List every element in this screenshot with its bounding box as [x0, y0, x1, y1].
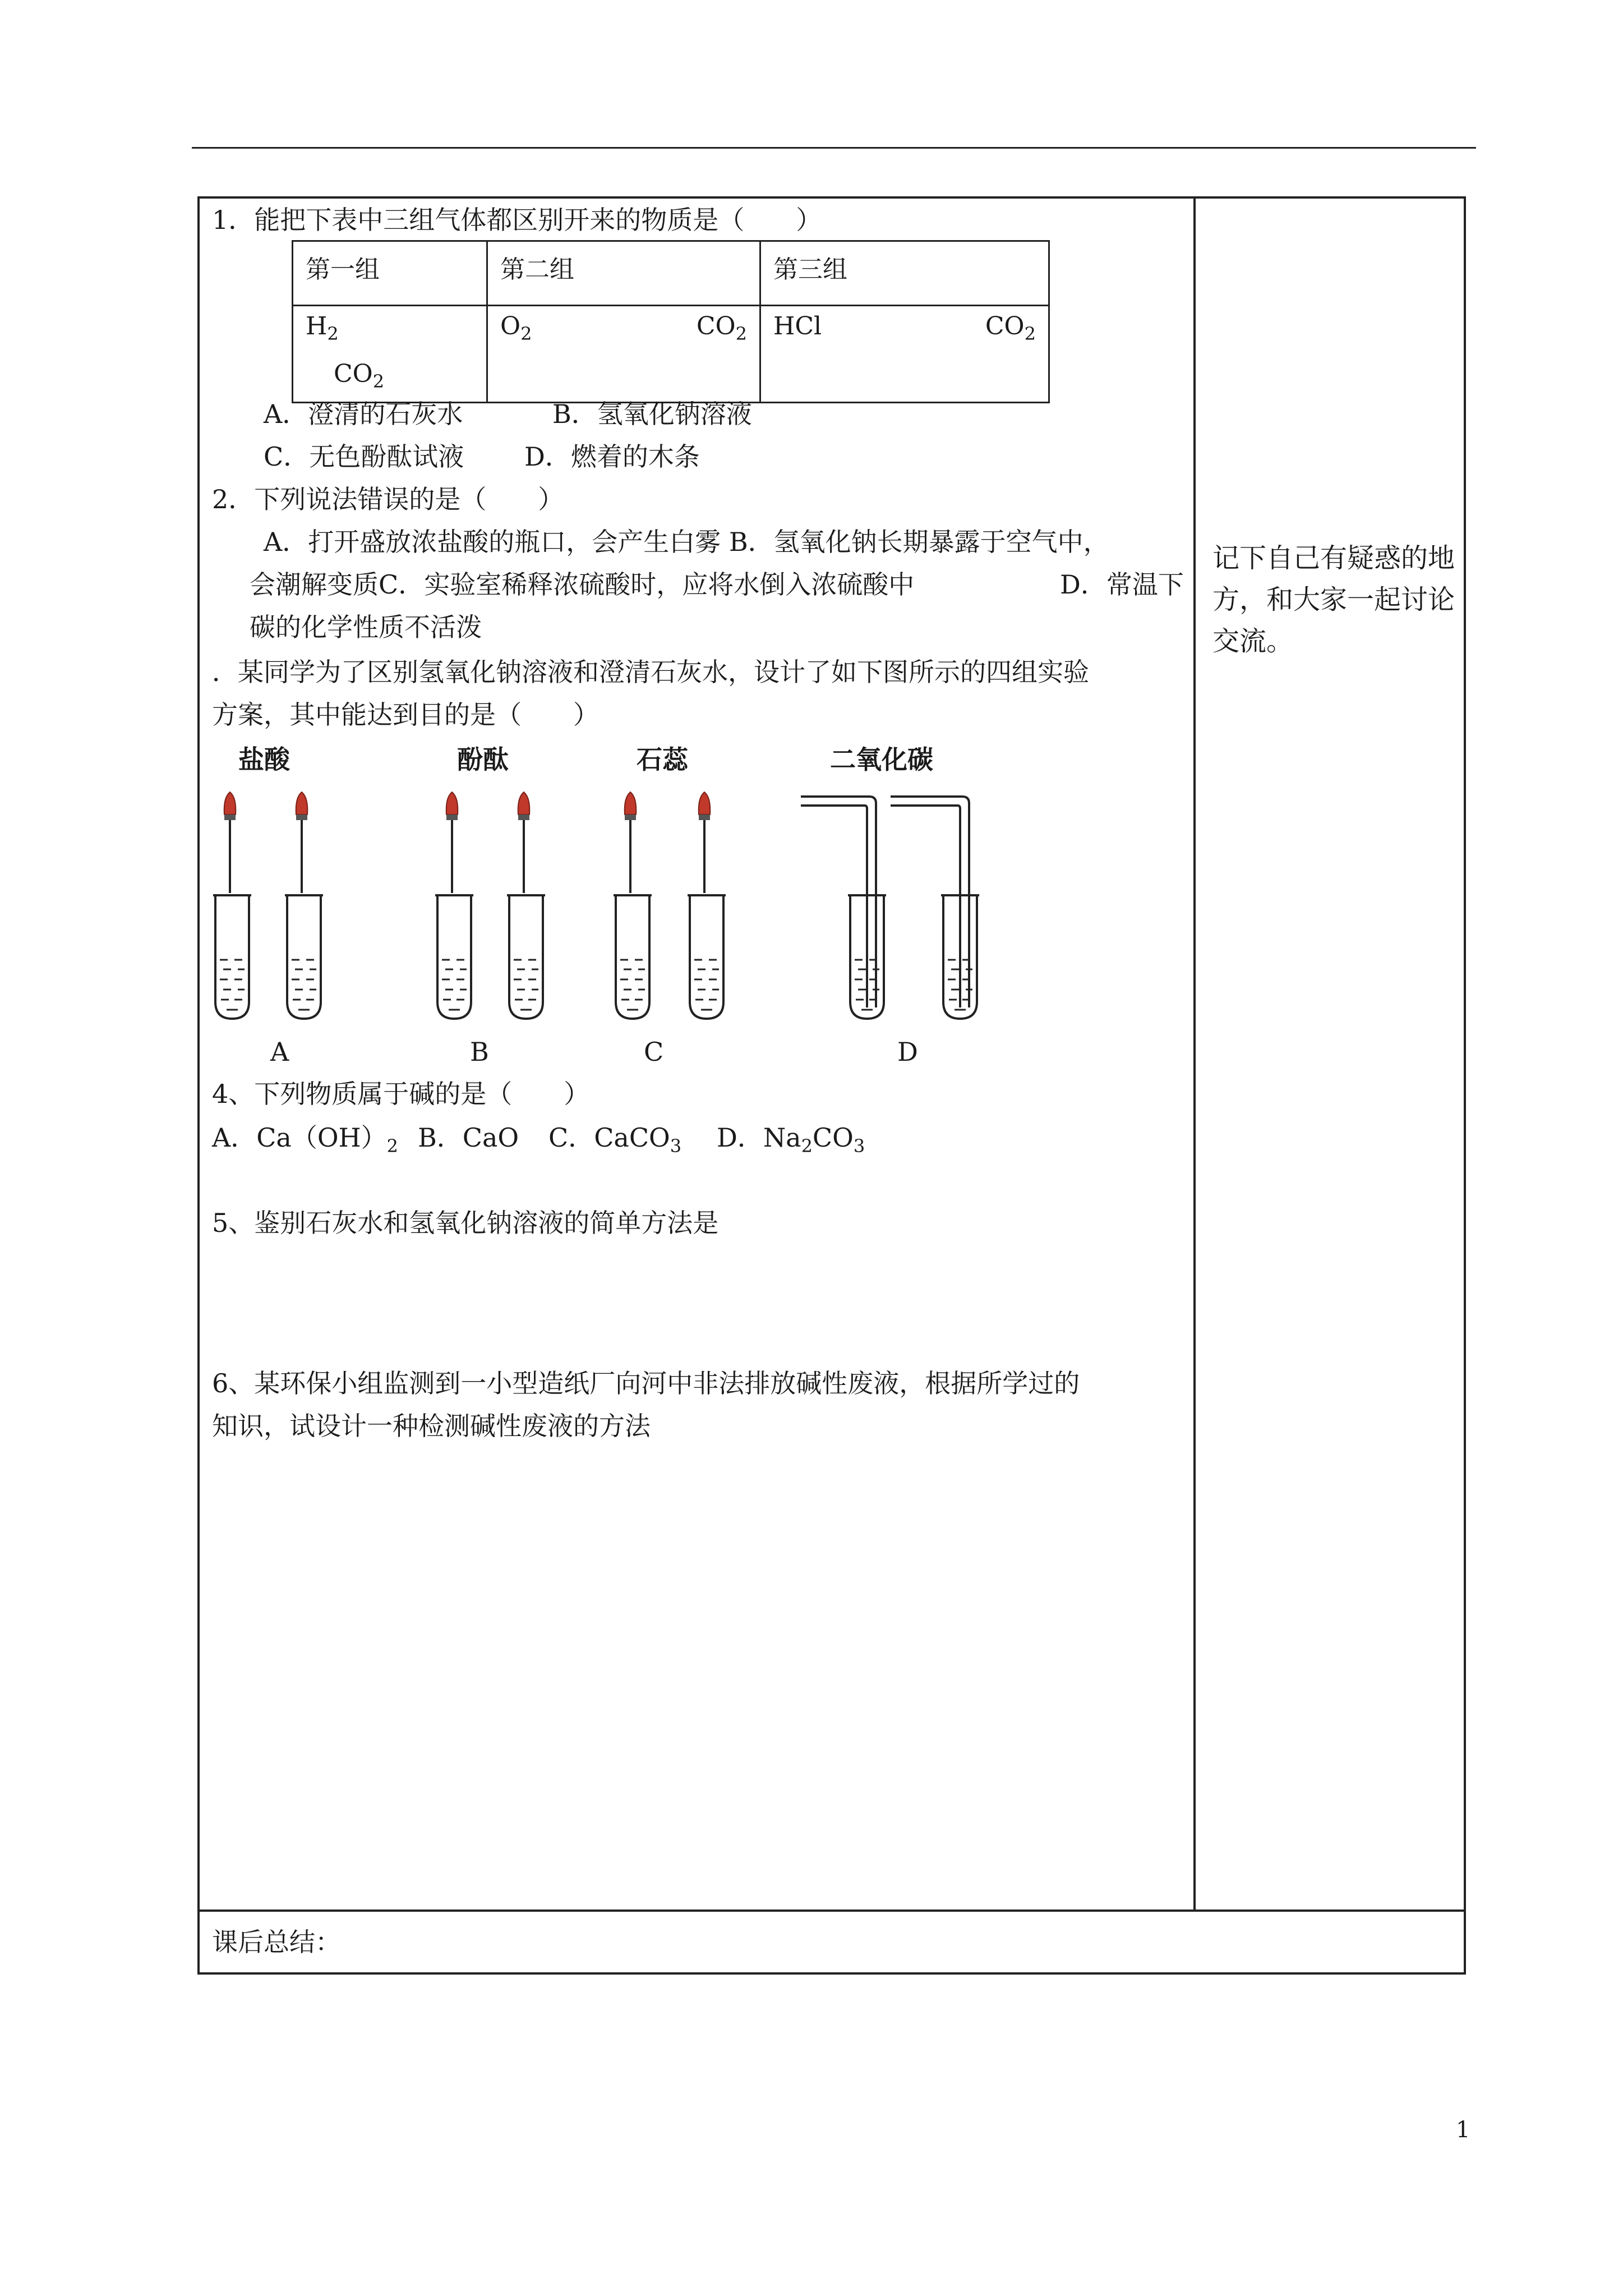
test-tube-icon [614, 895, 652, 1019]
q4-option-d: D．$Na_2CO_3$ [717, 1122, 865, 1157]
q1-option-a: A．澄清的石灰水 [264, 399, 463, 429]
figure-title-co2: 二氧化碳 [830, 744, 933, 775]
figure-label-b: B [470, 1037, 489, 1067]
table-header-cell: 第三组 [760, 241, 1049, 306]
q3-line2: 方案，其中能达到目的是（ ） [212, 700, 599, 730]
dropper-icon [699, 792, 711, 893]
q2-line2: 会潮解变质C．实验室稀释浓硫酸时，应将水倒入浓硫酸中 [250, 569, 915, 600]
test-tube-icon [507, 895, 545, 1019]
test-tube-icon [435, 895, 473, 1019]
figure-title-litmus: 石蕊 [637, 744, 688, 775]
table-cell-group2: $O_2$ $CO_2$ [487, 306, 760, 403]
figure-title-phenolphthalein: 酚酞 [457, 744, 509, 775]
figure-label-a: A [270, 1037, 289, 1067]
dropper-icon [518, 792, 530, 893]
dropper-icon [625, 792, 637, 893]
dropper-icon [296, 792, 308, 893]
q2-line1: A．打开盛放浓盐酸的瓶口，会产生白雾 B．氢氧化钠长期暴露于空气中， [264, 527, 1109, 557]
figure-label-d: D [897, 1037, 918, 1067]
dropper-icon [224, 792, 236, 893]
q6-line2: 知识，试设计一种检测碱性废液的方法 [212, 1411, 651, 1441]
q6-line1: 6、某环保小组监测到一小型造纸厂向河中非法排放碱性废液，根据所学过的 [212, 1368, 1080, 1398]
q3-line1: ．某同学为了区别氢氧化钠溶液和澄清石灰水，设计了如下图所示的四组实验 [212, 657, 1089, 687]
q4-option-c: C．CaCO$_3$ [548, 1122, 682, 1157]
page-number: 1 [1456, 2117, 1470, 2143]
test-tube-icon [688, 895, 726, 1019]
figure-label-c: C [644, 1037, 664, 1067]
figure-title-hcl: 盐酸 [238, 744, 290, 775]
q4-option-a: A．$Ca(OH)_2$ [212, 1122, 399, 1157]
delivery-tube-icon [891, 797, 969, 1007]
test-tube-icon [213, 895, 251, 1019]
q1-stem: 1．能把下表中三组气体都区别开来的物质是（ ） [212, 205, 822, 235]
delivery-tube-icon [801, 797, 876, 1007]
q4-stem: 4、下列物质属于碱的是（ ） [212, 1079, 590, 1109]
table-header-cell: 第二组 [487, 241, 760, 306]
dropper-icon [446, 792, 458, 893]
table-header-cell: 第一组 [293, 241, 487, 306]
q1-option-c: C．无色酚酞试液 [264, 441, 464, 472]
side-note: 记下自己有疑惑的地方，和大家一起讨论交流。 [1212, 542, 1455, 657]
q2-stem: 2．下列说法错误的是（ ） [212, 484, 564, 514]
q4-option-b: B．CaO [418, 1122, 519, 1153]
q1-option-d: D．燃着的木条 [524, 441, 700, 472]
summary-label: 课后总结： [212, 1927, 341, 1957]
q2-line3: 碳的化学性质不活泼 [250, 612, 482, 642]
q2-option-d: D．常温下 [1060, 569, 1184, 600]
q1-option-b: B．氢氧化钠溶液 [552, 399, 752, 429]
table-cell-group3: HCl $CO_2$ [760, 306, 1049, 403]
q5-stem: 5、鉴别石灰水和氢氧化钠溶液的简单方法是 [212, 1208, 719, 1238]
test-tube-icon [285, 895, 323, 1019]
table-cell-group1: $H_2$ $CO_2$ [293, 306, 487, 403]
